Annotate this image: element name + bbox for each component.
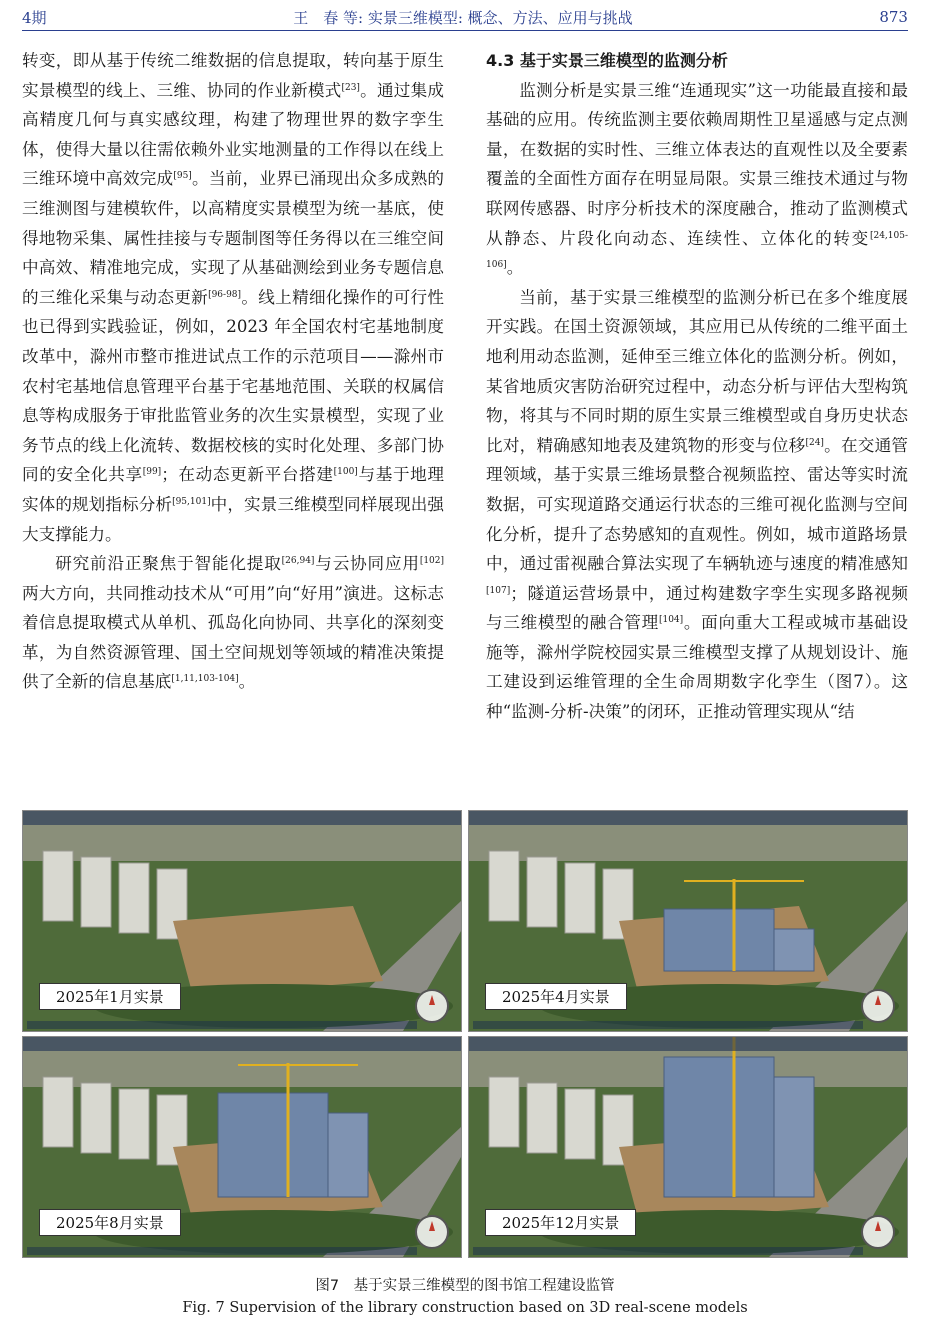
timeline-slider[interactable] <box>473 1247 863 1255</box>
text-span: ；隧道运营场景中，通过构建数字孪生实现多路视频与三维模型的融合管理 <box>486 583 908 633</box>
panel-label: 2025年12月实景 <box>485 1209 636 1236</box>
citation[interactable]: [23] <box>341 82 360 93</box>
citation[interactable]: [26,94] <box>281 556 315 567</box>
text-span: 。通过集成高精度几何与真实感纹理，构建了物理世界的数字孪生体，使得大量以往需依赖外业实地测量的工作得以在线上三维环境中高效完成 <box>22 80 445 189</box>
residential-tower <box>527 857 557 927</box>
library-building <box>218 1093 328 1197</box>
residential-tower <box>119 1089 149 1159</box>
section-heading: 4.3 基于实景三维模型的监测分析 <box>486 51 728 70</box>
right-column <box>486 46 908 727</box>
compass-icon[interactable] <box>861 1215 895 1249</box>
citation[interactable]: [95,101] <box>172 496 211 507</box>
library-building <box>664 909 774 971</box>
left-column <box>22 46 444 697</box>
issue-number: 4期 <box>22 8 47 27</box>
figure-7 <box>22 810 908 1258</box>
residential-tower <box>119 863 149 933</box>
viewer-toolbar <box>23 811 461 825</box>
figure-caption-chinese: 图7 基于实景三维模型的图书馆工程建设监管 <box>315 1278 615 1294</box>
residential-tower <box>565 1089 595 1159</box>
viewer-toolbar <box>469 1037 907 1051</box>
text-span: 中，实景三维模型同样展现出强大支撑能力。 <box>22 494 445 544</box>
text-span: 转变，即从基于传统二维数据的信息提取，转向基于原生实景模型的线上、三维、协同的作业新模式 <box>22 51 444 100</box>
right-paragraph-2 <box>486 283 908 727</box>
timeline-slider[interactable] <box>473 1021 863 1029</box>
citation[interactable]: [100] <box>333 467 358 478</box>
citation[interactable]: [95] <box>173 171 192 182</box>
citation[interactable]: [24] <box>805 437 824 448</box>
library-building <box>664 1057 774 1197</box>
residential-tower <box>81 1083 111 1153</box>
text-span: 。线上精细化操作的可行性也已得到实践验证，例如，2023 年全国农村宅基地制度改革中，滁州市整市推进试点工作的示范项目——滁州市农村宅基地信息管理平台基于宅基地范围、关联的权属信息等构成服务于审批监管业务的次生实景模型，实现了业务节点的线上化流转、数据校核的实时化处理、多部门协同的安全化共享 <box>22 287 445 485</box>
text-span: 。当前，业界已涌现出众多成熟的三维测图与建模软件，以高精度实景模型为统一基底，使得地物采集、属性挂接与专题制图等任务得以在三维空间中高效、精准地完成，实现了从基础测绘到业务专题信息的三维化采集与动态更新 <box>22 169 445 307</box>
citation[interactable]: [104] <box>658 615 684 626</box>
compass-icon[interactable] <box>415 989 449 1023</box>
panel-label: 2025年1月实景 <box>39 983 181 1010</box>
compass-icon[interactable] <box>861 989 895 1023</box>
residential-tower <box>489 851 519 921</box>
citation[interactable]: [102] <box>419 556 445 567</box>
timeline-slider[interactable] <box>27 1021 417 1029</box>
left-paragraph-2 <box>22 549 444 697</box>
text-span: 与云协同应用 <box>314 554 420 574</box>
text-span: 两大方向，共同推动技术从“可用”向“好用”演进。这标志着信息提取模式从单机、孤岛化向协同、共享化的深刻变革，为自然资源管理、国土空间规划等领域的精准决策提供了全新的信息基底 <box>22 583 444 692</box>
right-paragraph-1 <box>486 76 908 283</box>
construction-site <box>173 906 383 996</box>
citation[interactable]: [96-98] <box>208 289 242 300</box>
compass-icon[interactable] <box>415 1215 449 1249</box>
residential-tower <box>489 1077 519 1147</box>
page-number: 873 <box>879 8 908 26</box>
figure-caption-english: Fig. 7 Supervision of the library construction based on 3D real-scene models <box>182 1300 748 1316</box>
citation[interactable]: [1,11,103-104] <box>171 674 239 685</box>
figure-panel-apr <box>468 810 908 1032</box>
text-span: 。 <box>238 672 256 692</box>
text-span: 当前，基于实景三维模型的监测分析已在多个维度展开实践。在国土资源领域，其应用已从传统的二维平面土地利用动态监测，延伸至三维立体化的监测分析。例如，某省地质灾害防治研究过程中，动态分析与评估大型构筑物，将其与不同时期的原生实景三维模型或自身历史状态比对，精确感知地表及建筑物的形变与位移 <box>486 287 908 455</box>
library-wing <box>328 1113 368 1197</box>
citation[interactable]: [24,105-106] <box>486 230 908 271</box>
residential-tower <box>565 863 595 933</box>
text-span: 。面向重大工程或城市基础设施等，滁州学院校园实景三维模型支撑了从规划设计、施工建设到运维管理的全生命周期数字化孪生（图7）。这种“监测-分析-决策”的闭环，正推动管理实现从“结 <box>486 613 909 722</box>
text-span: 。 <box>506 258 524 278</box>
viewer-toolbar <box>469 811 907 825</box>
timeline-slider[interactable] <box>27 1247 417 1255</box>
residential-tower <box>43 851 73 921</box>
viewer-toolbar <box>23 1037 461 1051</box>
text-span: 与基于地理实体的规划指标分析 <box>22 465 445 514</box>
library-wing <box>774 929 814 971</box>
panel-label: 2025年8月实景 <box>39 1209 181 1236</box>
text-span: 监测分析是实景三维“连通现实”这一功能最直接和最基础的应用。传统监测主要依赖周期性卫星遥感与定点测量，在数据的实时性、三维立体表达的直观性以及全要素覆盖的全面性方面存在明显局限。实景三维技术通过与物联网传感器、时序分析技术的深度融合，推动了监测模式从静态、片段化向动态、连续性、立体化的转变 <box>486 80 908 248</box>
figure-panel-jan <box>22 810 462 1032</box>
library-wing <box>774 1077 814 1197</box>
running-title: 王 春 等: 实景三维模型: 概念、方法、应用与挑战 <box>293 8 633 27</box>
residential-tower <box>81 857 111 927</box>
residential-tower <box>527 1083 557 1153</box>
text-span: 。在交通管理领域，基于实景三维场景整合视频监控、雷达等实时流数据，可实现道路交通运行状态的三维可视化监测与空间化分析，提升了态势感知的直观性。例如，城市道路场景中，通过雷视融合算法实现了车辆轨迹与速度的精准感知 <box>486 435 909 574</box>
text-span: 研究前沿正聚焦于智能化提取 <box>55 554 282 574</box>
figure-panel-dec <box>468 1036 908 1258</box>
figure-panel-aug <box>22 1036 462 1258</box>
text-span: ；在动态更新平台搭建 <box>161 465 334 485</box>
residential-tower <box>43 1077 73 1147</box>
citation[interactable]: [107] <box>486 585 511 596</box>
citation[interactable]: [99] <box>142 467 162 478</box>
left-paragraph-1 <box>22 46 444 549</box>
running-header <box>22 4 908 31</box>
panel-label: 2025年4月实景 <box>485 983 627 1010</box>
